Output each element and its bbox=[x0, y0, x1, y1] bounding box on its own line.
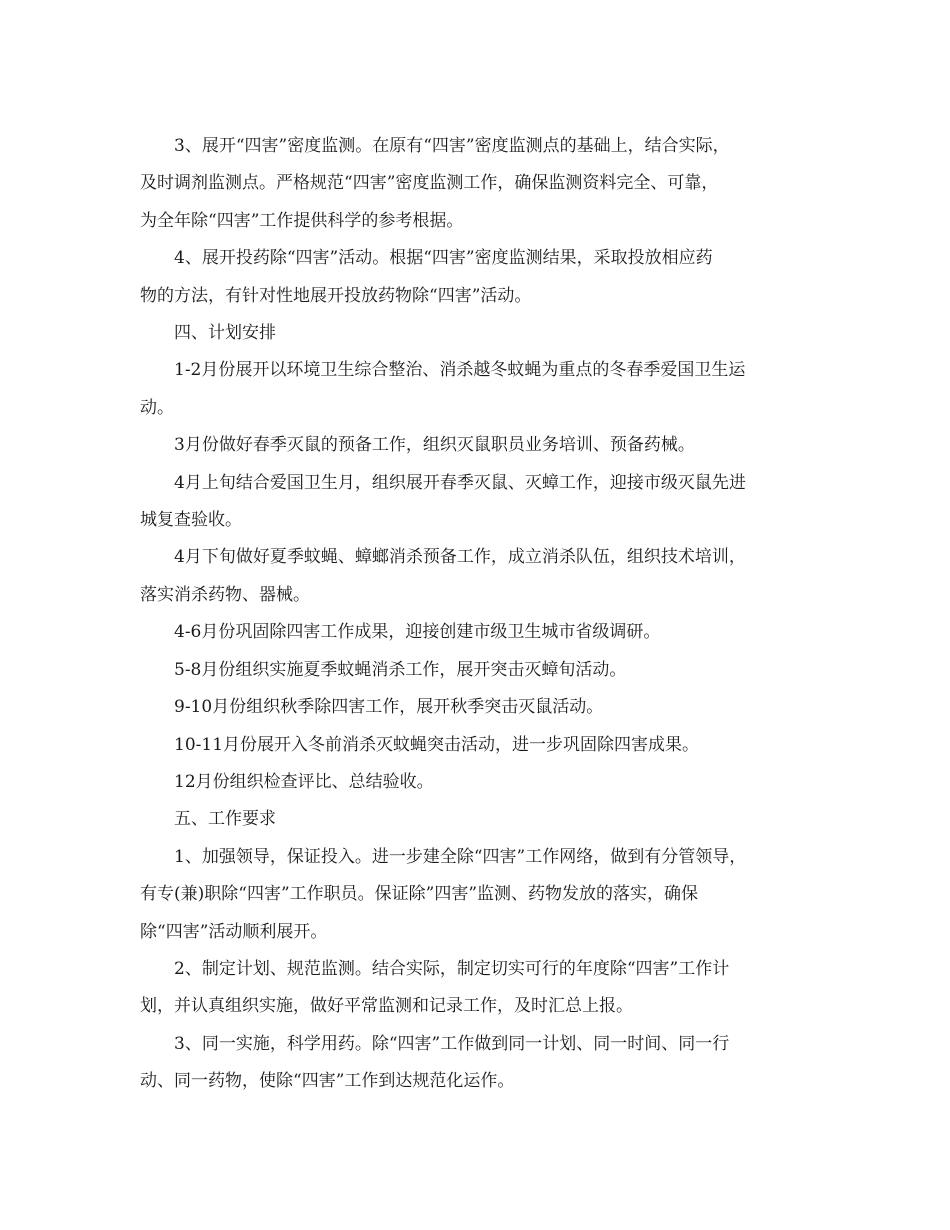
text-line: 1-2月份展开以环境卫生综合整治、消杀越冬蚊蝇为重点的冬春季爱国卫生运 bbox=[174, 360, 746, 381]
paragraph bbox=[140, 465, 810, 540]
section-heading bbox=[140, 801, 810, 838]
text-line: 3月份做好春季灭鼠的预备工作，组织灭鼠职员业务培训、预备药械。 bbox=[174, 435, 695, 456]
text-line: 4、展开投药除“四害”活动。根据“四害”密度监测结果，采取投放相应药 bbox=[174, 248, 713, 269]
text-line: 除“四害”活动顺利展开。 bbox=[140, 921, 328, 942]
paragraph bbox=[140, 839, 810, 951]
paragraph bbox=[140, 614, 810, 651]
paragraph bbox=[140, 951, 810, 1026]
text-line: 四、计划安排 bbox=[174, 323, 276, 344]
text-line: 4月下旬做好夏季蚊蝇、蟑螂消杀预备工作，成立消杀队伍，组织技术培训， bbox=[174, 547, 746, 568]
text-line: 9-10月份组织秋季除四害工作，展开秋季突击灭鼠活动。 bbox=[174, 697, 604, 718]
text-line: 动、同一药物，使除“四害”工作到达规范化运作。 bbox=[140, 1071, 515, 1092]
text-line: 及时调剂监测点。严格规范“四害”密度监测工作，确保监测资料完全、可靠， bbox=[140, 173, 719, 194]
section-heading bbox=[140, 315, 810, 352]
text-line: 动。 bbox=[140, 397, 174, 418]
text-line: 10-11月份展开入冬前消杀灭蚊蝇突击活动，进一步巩固除四害成果。 bbox=[174, 734, 700, 755]
text-line: 城复查验收。 bbox=[140, 510, 242, 531]
text-line: 3、同一实施，科学用药。除“四害”工作做到同一计划、同一时间、同一行 bbox=[174, 1033, 730, 1054]
text-line: 3、展开“四害”密度监测。在原有“四害”密度监测点的基础上，结合实际， bbox=[174, 136, 730, 156]
text-line: 5-8月份组织实施夏季蚊蝇消杀工作，展开突击灭蟑旬活动。 bbox=[174, 659, 627, 680]
text-line: 4月上旬结合爱国卫生月，组织展开春季灭鼠、灭蟑工作，迎接市级灭鼠先进 bbox=[174, 472, 746, 493]
paragraph bbox=[140, 128, 810, 240]
text-line: 2、制定计划、规范监测。结合实际，制定切实可行的年度除“四害”工作计 bbox=[174, 958, 730, 979]
paragraph bbox=[140, 427, 810, 464]
text-line: 为全年除“四害”工作提供科学的参考根据。 bbox=[140, 210, 464, 231]
text-line: 有专(兼)职除“四害”工作职员。保证除”四害”监测、药物发放的落实，确保 bbox=[140, 884, 699, 905]
text-line: 12月份组织检查评比、总结验收。 bbox=[174, 771, 434, 792]
paragraph bbox=[140, 240, 810, 315]
text-line: 物的方法，有针对性地展开投放药物除“四害”活动。 bbox=[140, 285, 532, 306]
text-line: 4-6月份巩固除四害工作成果，迎接创建市级卫生城市省级调研。 bbox=[174, 622, 661, 643]
paragraph bbox=[140, 352, 810, 427]
text-line: 划，并认真组织实施，做好平常监测和记录工作，及时汇总上报。 bbox=[140, 996, 633, 1017]
text-line: 五、工作要求 bbox=[174, 809, 276, 830]
paragraph bbox=[140, 1026, 810, 1101]
text-line: 1、加强领导，保证投入。进一步建全除“四害”工作网络，做到有分管领导， bbox=[174, 846, 747, 867]
paragraph bbox=[140, 539, 810, 614]
paragraph bbox=[140, 727, 810, 764]
text-line: 落实消杀药物、器械。 bbox=[140, 584, 310, 605]
paragraph bbox=[140, 652, 810, 689]
paragraph bbox=[140, 764, 810, 801]
paragraph bbox=[140, 689, 810, 726]
document-body bbox=[140, 128, 810, 1101]
